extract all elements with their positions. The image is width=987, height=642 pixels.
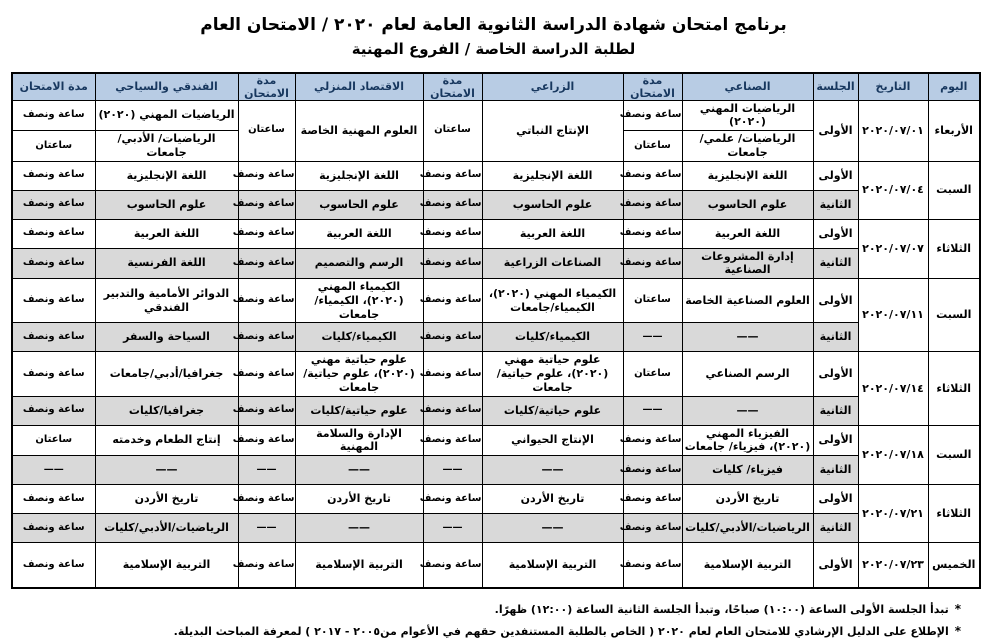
hotel-tourism-duration-cell: ساعتان bbox=[12, 425, 95, 456]
document-header bbox=[0, 12, 987, 62]
industrial-subject-cell: علوم الحاسوب bbox=[682, 190, 813, 219]
agricultural-duration-cell: ساعة ونصف bbox=[423, 425, 482, 456]
session-cell: الثانية bbox=[813, 396, 858, 425]
industrial-duration-cell: ساعة ونصف bbox=[623, 161, 682, 190]
schedule-row bbox=[12, 100, 980, 131]
date-cell: ٢٠٢٠/٠٧/١٨ bbox=[858, 425, 928, 485]
home-economics-duration-cell: —— bbox=[238, 514, 295, 543]
industrial-subject-cell: اللغة الإنجليزية bbox=[682, 161, 813, 190]
date-cell: ٢٠٢٠/٠٧/٠٧ bbox=[858, 219, 928, 279]
hotel-tourism-subject-cell: اللغة الإنجليزية bbox=[95, 161, 238, 190]
agricultural-duration-cell: ساعة ونصف bbox=[423, 352, 482, 396]
home-economics-duration-cell: ساعة ونصف bbox=[238, 425, 295, 456]
industrial-duration-cell: ساعة ونصف bbox=[623, 425, 682, 456]
hotel-tourism-subject-cell: التربية الإسلامية bbox=[95, 543, 238, 588]
hotel-tourism-subject-cell: اللغة الفرنسية bbox=[95, 248, 238, 279]
column-header-day: اليوم bbox=[928, 73, 980, 101]
industrial-subject-cell: تاريخ الأردن bbox=[682, 485, 813, 514]
agricultural-subject-cell: تاريخ الأردن bbox=[482, 485, 623, 514]
home-economics-duration-cell: ساعة ونصف bbox=[238, 279, 295, 323]
home-economics-subject-cell: تاريخ الأردن bbox=[295, 485, 423, 514]
agricultural-subject-cell: اللغة العربية bbox=[482, 219, 623, 248]
home-economics-duration-cell: ساعة ونصف bbox=[238, 543, 295, 588]
column-header-hotel-tourism: الفندقي والسياحي bbox=[95, 73, 238, 101]
hotel-tourism-subject-cell: —— bbox=[95, 456, 238, 485]
agricultural-duration-cell: ساعة ونصف bbox=[423, 279, 482, 323]
column-header-duration-agricultural: مدة الامتحان bbox=[423, 73, 482, 101]
industrial-duration-cell: —— bbox=[623, 396, 682, 425]
hotel-tourism-duration-cell: ساعتان bbox=[12, 131, 95, 162]
date-cell: ٢٠٢٠/٠٧/٢١ bbox=[858, 485, 928, 543]
footnote-marker: * bbox=[954, 623, 961, 638]
hotel-tourism-subject-cell: جغرافيا/أدبي/جامعات bbox=[95, 352, 238, 396]
agricultural-subject-cell: علوم حياتية مهني (٢٠٢٠)، علوم حياتية/جامعات bbox=[482, 352, 623, 396]
session-cell: الثانية bbox=[813, 514, 858, 543]
schedule-row bbox=[12, 190, 980, 219]
agricultural-subject-cell: اللغة الإنجليزية bbox=[482, 161, 623, 190]
industrial-subject-cell: —— bbox=[682, 323, 813, 352]
agricultural-duration-cell: ساعة ونصف bbox=[423, 543, 482, 588]
date-cell: ٢٠٢٠/٠٧/١١ bbox=[858, 279, 928, 352]
date-cell: ٢٠٢٠/٠٧/٠٤ bbox=[858, 161, 928, 219]
agricultural-duration-cell: ساعة ونصف bbox=[423, 190, 482, 219]
hotel-tourism-subject-cell: الرياضيات المهني (٢٠٢٠) bbox=[95, 100, 238, 131]
industrial-subject-cell: فيزياء/ كليات bbox=[682, 456, 813, 485]
home-economics-duration-cell: ساعة ونصف bbox=[238, 190, 295, 219]
session-cell: الثانية bbox=[813, 248, 858, 279]
home-economics-duration-cell: ساعة ونصف bbox=[238, 219, 295, 248]
home-economics-duration-cell: —— bbox=[238, 456, 295, 485]
agricultural-subject-cell: —— bbox=[482, 456, 623, 485]
schedule-row bbox=[12, 352, 980, 396]
hotel-tourism-subject-cell: الرياضيات/الأدبي/كليات bbox=[95, 514, 238, 543]
agricultural-duration-cell: ساعة ونصف bbox=[423, 161, 482, 190]
industrial-duration-cell: ساعة ونصف bbox=[623, 190, 682, 219]
hotel-tourism-subject-cell: تاريخ الأردن bbox=[95, 485, 238, 514]
industrial-duration-cell: —— bbox=[623, 323, 682, 352]
industrial-duration-cell: ساعة ونصف bbox=[623, 219, 682, 248]
hotel-tourism-duration-cell: ساعة ونصف bbox=[12, 279, 95, 323]
schedule-row bbox=[12, 219, 980, 248]
home-economics-subject-cell: العلوم المهنية الخاصة bbox=[295, 100, 423, 161]
session-cell: الأولى bbox=[813, 219, 858, 248]
footnote-marker: * bbox=[954, 601, 961, 616]
day-cell: الأربعاء bbox=[928, 100, 980, 161]
hotel-tourism-duration-cell: ساعة ونصف bbox=[12, 485, 95, 514]
hotel-tourism-duration-cell: —— bbox=[12, 456, 95, 485]
home-economics-duration-cell: ساعة ونصف bbox=[238, 323, 295, 352]
hotel-tourism-subject-cell: جغرافيا/كليات bbox=[95, 396, 238, 425]
exam-title-line2: لطلبة الدراسة الخاصة / الفروع المهنية bbox=[351, 40, 636, 59]
home-economics-duration-cell: ساعة ونصف bbox=[238, 485, 295, 514]
agricultural-duration-cell: ساعة ونصف bbox=[423, 485, 482, 514]
industrial-duration-cell: ساعة ونصف bbox=[623, 456, 682, 485]
exam-schedule-table bbox=[11, 72, 981, 589]
hotel-tourism-duration-cell: ساعة ونصف bbox=[12, 190, 95, 219]
footnote-text: تبدأ الجلسة الأولى الساعة (١٠:٠٠) صباحًا، وتبدأ الجلسة الثانية الساعة (١٢:٠٠) ظهرًا. bbox=[494, 602, 949, 616]
column-header-home-economics: الاقتصاد المنزلي bbox=[295, 73, 423, 101]
table-header-row bbox=[12, 73, 980, 101]
industrial-subject-cell: التربية الإسلامية bbox=[682, 543, 813, 588]
schedule-row bbox=[12, 543, 980, 588]
hotel-tourism-duration-cell: ساعة ونصف bbox=[12, 161, 95, 190]
home-economics-subject-cell: الكيمياء المهني (٢٠٢٠)، الكيمياء/جامعات bbox=[295, 279, 423, 323]
hotel-tourism-subject-cell: اللغة العربية bbox=[95, 219, 238, 248]
hotel-tourism-duration-cell: ساعة ونصف bbox=[12, 514, 95, 543]
agricultural-duration-cell: ساعة ونصف bbox=[423, 323, 482, 352]
agricultural-duration-cell: ساعة ونصف bbox=[423, 219, 482, 248]
schedule-row bbox=[12, 485, 980, 514]
industrial-duration-cell: ساعة ونصف bbox=[623, 248, 682, 279]
schedule-row bbox=[12, 456, 980, 485]
industrial-duration-cell: ساعة ونصف bbox=[623, 485, 682, 514]
session-cell: الثانية bbox=[813, 456, 858, 485]
column-header-duration-industrial: مدة الامتحان bbox=[623, 73, 682, 101]
schedule-row bbox=[12, 514, 980, 543]
agricultural-subject-cell: —— bbox=[482, 514, 623, 543]
industrial-duration-cell: ساعة ونصف bbox=[623, 514, 682, 543]
hotel-tourism-duration-cell: ساعة ونصف bbox=[12, 352, 95, 396]
home-economics-duration-cell: ساعة ونصف bbox=[238, 396, 295, 425]
agricultural-subject-cell: الإنتاج الحيواني bbox=[482, 425, 623, 456]
column-header-duration-hotel-tourism: مدة الامتحان bbox=[12, 73, 95, 101]
agricultural-duration-cell: ساعتان bbox=[423, 100, 482, 161]
agricultural-subject-cell: التربية الإسلامية bbox=[482, 543, 623, 588]
industrial-subject-cell: الرياضيات المهني (٢٠٢٠) bbox=[682, 100, 813, 131]
industrial-subject-cell: —— bbox=[682, 396, 813, 425]
industrial-subject-cell: الرياضيات/الأدبي/كليات bbox=[682, 514, 813, 543]
column-header-industrial: الصناعي bbox=[682, 73, 813, 101]
home-economics-subject-cell: اللغة الإنجليزية bbox=[295, 161, 423, 190]
home-economics-subject-cell: —— bbox=[295, 456, 423, 485]
home-economics-duration-cell: ساعة ونصف bbox=[238, 161, 295, 190]
schedule-row bbox=[12, 161, 980, 190]
session-cell: الأولى bbox=[813, 543, 858, 588]
day-cell: السبت bbox=[928, 279, 980, 352]
hotel-tourism-subject-cell: إنتاج الطعام وخدمته bbox=[95, 425, 238, 456]
agricultural-subject-cell: علوم حياتية/كليات bbox=[482, 396, 623, 425]
day-cell: الخميس bbox=[928, 543, 980, 588]
hotel-tourism-duration-cell: ساعة ونصف bbox=[12, 323, 95, 352]
session-cell: الأولى bbox=[813, 485, 858, 514]
home-economics-subject-cell: التربية الإسلامية bbox=[295, 543, 423, 588]
industrial-duration-cell: ساعة ونصف bbox=[623, 100, 682, 131]
day-cell: السبت bbox=[928, 425, 980, 485]
agricultural-subject-cell: الصناعات الزراعية bbox=[482, 248, 623, 279]
hotel-tourism-subject-cell: الدوائر الأمامية والتدبير الفندقي bbox=[95, 279, 238, 323]
session-cell: الأولى bbox=[813, 161, 858, 190]
day-cell: الثلاثاء bbox=[928, 485, 980, 543]
industrial-subject-cell: الرياضيات/ علمي/جامعات bbox=[682, 131, 813, 162]
home-economics-subject-cell: —— bbox=[295, 514, 423, 543]
footnotes bbox=[0, 598, 961, 642]
agricultural-duration-cell: ساعة ونصف bbox=[423, 396, 482, 425]
industrial-subject-cell: العلوم الصناعية الخاصة bbox=[682, 279, 813, 323]
date-cell: ٢٠٢٠/٠٧/٢٣ bbox=[858, 543, 928, 588]
hotel-tourism-duration-cell: ساعة ونصف bbox=[12, 396, 95, 425]
industrial-subject-cell: اللغة العربية bbox=[682, 219, 813, 248]
home-economics-duration-cell: ساعة ونصف bbox=[238, 352, 295, 396]
column-header-date: التاريخ bbox=[858, 73, 928, 101]
session-cell: الأولى bbox=[813, 352, 858, 396]
agricultural-subject-cell: علوم الحاسوب bbox=[482, 190, 623, 219]
date-cell: ٢٠٢٠/٠٧/٠١ bbox=[858, 100, 928, 161]
home-economics-duration-cell: ساعتان bbox=[238, 100, 295, 161]
agricultural-duration-cell: —— bbox=[423, 456, 482, 485]
home-economics-subject-cell: اللغة العربية bbox=[295, 219, 423, 248]
column-header-duration-home-economics: مدة الامتحان bbox=[238, 73, 295, 101]
agricultural-duration-cell: ساعة ونصف bbox=[423, 248, 482, 279]
schedule-row bbox=[12, 323, 980, 352]
schedule-row bbox=[12, 248, 980, 279]
date-cell: ٢٠٢٠/٠٧/١٤ bbox=[858, 352, 928, 425]
footnote-line bbox=[0, 598, 961, 620]
home-economics-subject-cell: علوم حياتية/كليات bbox=[295, 396, 423, 425]
hotel-tourism-duration-cell: ساعة ونصف bbox=[12, 543, 95, 588]
day-cell: الثلاثاء bbox=[928, 352, 980, 425]
industrial-duration-cell: ساعتان bbox=[623, 131, 682, 162]
session-cell: الأولى bbox=[813, 279, 858, 323]
home-economics-subject-cell: علوم حياتية مهني (٢٠٢٠)، علوم حياتية/جامعات bbox=[295, 352, 423, 396]
exam-title-line1: برنامج امتحان شهادة الدراسة الثانوية العامة لعام ٢٠٢٠ / الامتحان العام bbox=[200, 15, 787, 35]
agricultural-subject-cell: الكيمياء المهني (٢٠٢٠)، الكيمياء/جامعات bbox=[482, 279, 623, 323]
home-economics-subject-cell: علوم الحاسوب bbox=[295, 190, 423, 219]
home-economics-subject-cell: الكيمياء/كليات bbox=[295, 323, 423, 352]
day-cell: الثلاثاء bbox=[928, 219, 980, 279]
agricultural-subject-cell: الكيمياء/كليات bbox=[482, 323, 623, 352]
industrial-duration-cell: ساعتان bbox=[623, 352, 682, 396]
industrial-duration-cell: ساعة ونصف bbox=[623, 543, 682, 588]
industrial-subject-cell: الرسم الصناعي bbox=[682, 352, 813, 396]
schedule-row bbox=[12, 425, 980, 456]
hotel-tourism-subject-cell: السياحة والسفر bbox=[95, 323, 238, 352]
hotel-tourism-duration-cell: ساعة ونصف bbox=[12, 248, 95, 279]
session-cell: الثانية bbox=[813, 323, 858, 352]
industrial-subject-cell: إدارة المشروعات الصناعية bbox=[682, 248, 813, 279]
industrial-duration-cell: ساعتان bbox=[623, 279, 682, 323]
day-cell: السبت bbox=[928, 161, 980, 219]
session-cell: الثانية bbox=[813, 190, 858, 219]
schedule-row bbox=[12, 279, 980, 323]
agricultural-subject-cell: الإنتاج النباتي bbox=[482, 100, 623, 161]
column-header-agricultural: الزراعي bbox=[482, 73, 623, 101]
hotel-tourism-duration-cell: ساعة ونصف bbox=[12, 100, 95, 131]
home-economics-duration-cell: ساعة ونصف bbox=[238, 248, 295, 279]
footnote-text: الإطلاع على الدليل الإرشادي للامتحان العام لعام ٢٠٢٠ ( الخاص بالطلبة المستنفدين حقهم في الأعوام من٢٠٠٥ - ٢٠١٧ ) لمعرفة المباحث البديلة. bbox=[173, 624, 949, 638]
hotel-tourism-subject-cell: الرياضيات/ الأدبي/جامعات bbox=[95, 131, 238, 162]
session-cell: الأولى bbox=[813, 100, 858, 161]
footnote-line bbox=[0, 620, 961, 642]
agricultural-duration-cell: —— bbox=[423, 514, 482, 543]
home-economics-subject-cell: الإدارة والسلامة المهنية bbox=[295, 425, 423, 456]
hotel-tourism-duration-cell: ساعة ونصف bbox=[12, 219, 95, 248]
schedule-row bbox=[12, 396, 980, 425]
session-cell: الأولى bbox=[813, 425, 858, 456]
hotel-tourism-subject-cell: علوم الحاسوب bbox=[95, 190, 238, 219]
column-header-session: الجلسة bbox=[813, 73, 858, 101]
home-economics-subject-cell: الرسم والتصميم bbox=[295, 248, 423, 279]
industrial-subject-cell: الفيزياء المهني (٢٠٢٠)، فيزياء/ جامعات bbox=[682, 425, 813, 456]
